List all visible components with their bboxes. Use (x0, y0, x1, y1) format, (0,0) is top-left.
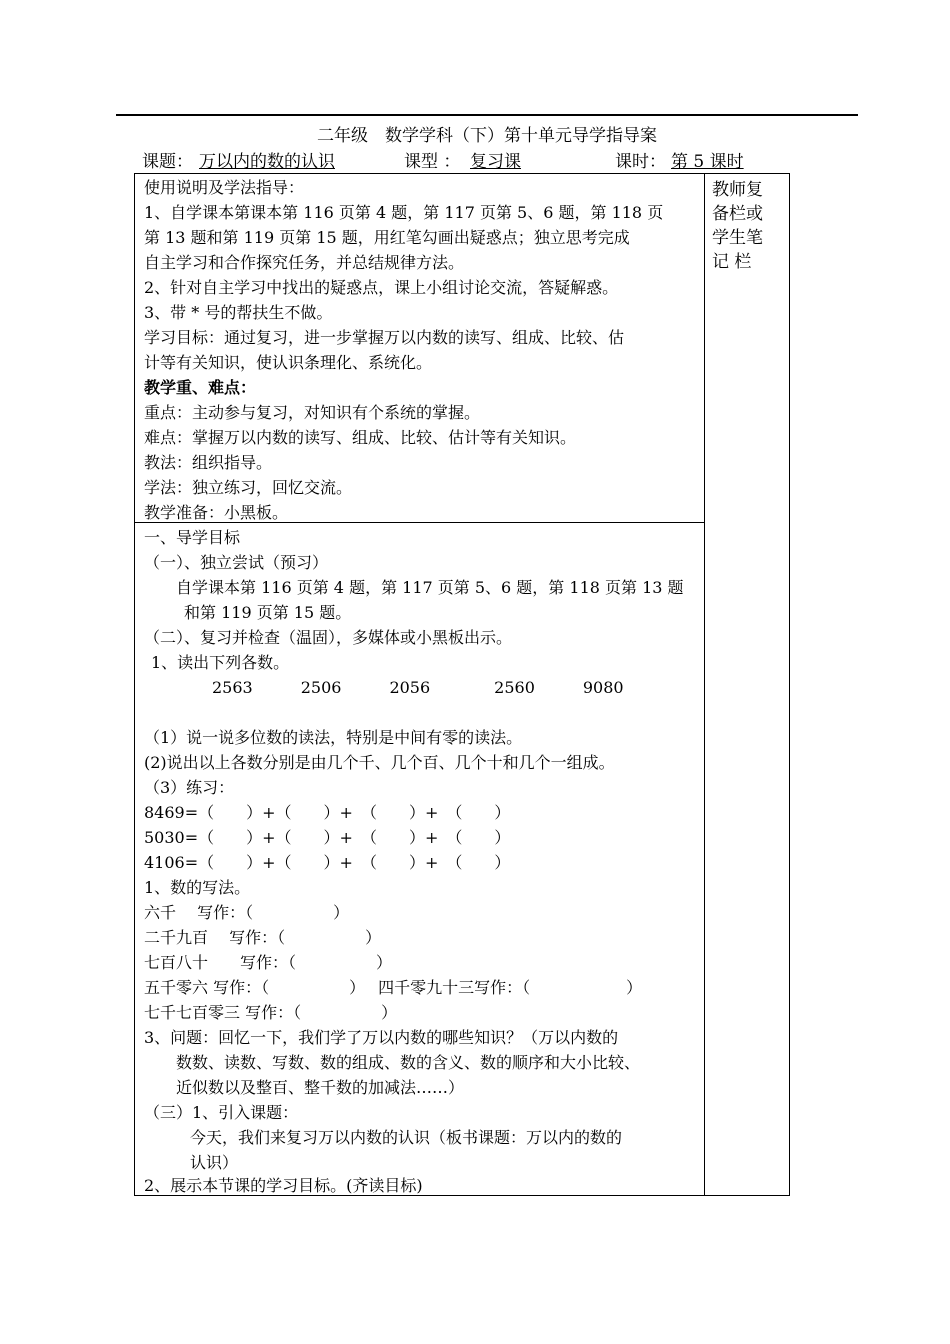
text-line: 认识） (190, 1153, 239, 1172)
exercise-line: 七百八十 写作：（ ） (144, 953, 393, 972)
side-note-line: 教师复 (712, 180, 763, 200)
period-value: 第 5 课时 (671, 152, 744, 172)
key-point: 重点：主动参与复习，对知识有个系统的掌握。 (144, 403, 481, 422)
topic-value: 万以内的数的认识 (199, 152, 335, 172)
learning-goal: 学习目标：通过复习，进一步掌握万以内数的读写、组成、比较、估 (144, 328, 625, 347)
subsection-heading: （二）、复习并检查（温固），多媒体或小黑板出示。 (144, 628, 513, 647)
text-line: 3、问题：回忆一下，我们学了万以内数的哪些知识？（万以内数的 (144, 1028, 619, 1047)
text-line: 自学课本第 116 页第 4 题，第 117 页第 5、6 题，第 118 页第 13 题 (176, 578, 684, 597)
text-line: 近似数以及整百、整千数的加减法……） (176, 1078, 465, 1097)
text-line: 1、自学课本第课本第 116 页第 4 题，第 117 页第 5、6 题，第 118 页 (144, 203, 664, 222)
document-title: 二年级 数学学科（下）第十单元导学指导案 (317, 126, 657, 146)
text-line: 自主学习和合作探究任务，并总结规律方法。 (144, 253, 465, 272)
topic-label: 课题： (142, 152, 193, 172)
side-note-line: 记 栏 (712, 252, 752, 272)
text-line: 2、针对自主学习中找出的疑惑点，课上小组讨论交流，答疑解惑。 (144, 278, 619, 297)
period-label: 课时： (615, 152, 666, 172)
text-line: （3）练习： (144, 778, 235, 797)
teaching-preparation: 教学准备：小黑板。 (144, 503, 289, 522)
top-rule (116, 114, 858, 116)
exercise-line: 8469=（ ）+（ ）+ （ ）+ （ ） (144, 803, 511, 822)
learning-method: 学法：独立练习，回忆交流。 (144, 478, 353, 497)
teaching-method: 教法：组织指导。 (144, 453, 273, 472)
exercise-line: 4106=（ ）+（ ）+ （ ）+ （ ） (144, 853, 511, 872)
column-divider (704, 173, 705, 1196)
side-note-line: 学生笔 (712, 228, 763, 248)
text-line: 和第 119 页第 15 题。 (184, 603, 352, 622)
exercise-line: 二千九百 写作：（ ） (144, 928, 382, 947)
type-value: 复习课 (470, 152, 521, 172)
text-line: 3、带 * 号的帮扶生不做。 (144, 303, 333, 322)
exercise-line: 五千零六 写作：（ ） 四千零九十三写作：（ ） (144, 978, 643, 997)
side-note-column (712, 178, 782, 274)
text-line: 计等有关知识，使认识条理化、系统化。 (144, 353, 433, 372)
text-line: 2、展示本节课的学习目标。(齐读目标) (144, 1176, 423, 1195)
exercise-line: 5030=（ ）+（ ）+ （ ）+ （ ） (144, 828, 511, 847)
instructions-heading: 使用说明及学法指导： (144, 178, 305, 197)
exercise-line: 六千 写作：（ ） (144, 903, 350, 922)
type-label: 课型 ： (404, 152, 461, 172)
subsection-heading: （三）1、引入课题： (144, 1103, 299, 1122)
text-line: 1、数的写法。 (144, 878, 251, 897)
text-line: 第 13 题和第 119 页第 15 题，用红笔勾画出疑惑点；独立思考完成 (144, 228, 630, 247)
side-note-line: 备栏或 (712, 204, 763, 224)
number-list: 2563 2506 2056 2560 9080 (212, 678, 624, 697)
key-points-heading: 教学重、难点： (144, 378, 257, 397)
subsection-heading: （一）、独立尝试（预习） (144, 553, 329, 572)
text-line: 数数、读数、写数、数的组成、数的含义、数的顺序和大小比较、 (176, 1053, 641, 1072)
text-line: 今天，我们来复习万以内数的认识（板书课题：万以内的数的 (190, 1128, 623, 1147)
text-line: （1）说一说多位数的读法，特别是中间有零的读法。 (144, 728, 523, 747)
exercise-line: 七千七百零三 写作：（ ） (144, 1003, 398, 1022)
section-heading: 一、导学目标 (144, 528, 241, 547)
text-line: (2)说出以上各数分别是由几个千、几个百、几个十和几个一组成。 (144, 753, 615, 772)
difficult-point: 难点：掌握万以内数的读写、组成、比较、估计等有关知识。 (144, 428, 577, 447)
text-line: 1、读出下列各数。 (151, 653, 290, 672)
